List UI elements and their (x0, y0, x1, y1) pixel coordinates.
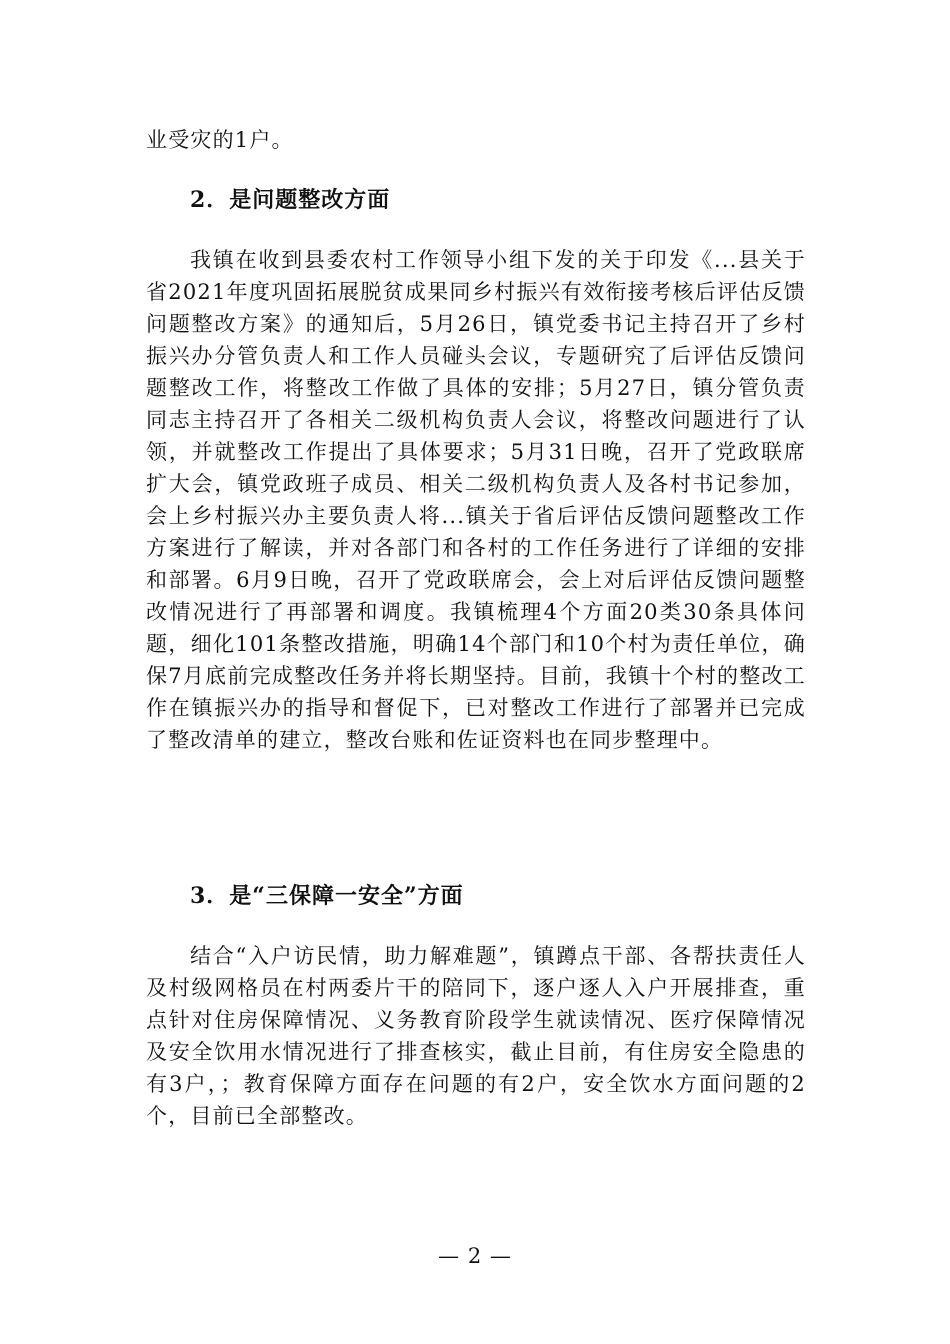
paragraph-rectification: 我镇在收到县委农村工作领导小组下发的关于印发《...县关于省2021年度巩固拓展脱贫成果同乡村振兴有效衔接考核后评估反馈问题整改方案》的通知后，5月26日，镇党委书记主持召开了乡村振兴办分管负责人和工作人员碰头会议，专题研究了后评估反馈问题整改工作，将整改工作做了具体的安排；5月27日，镇分管负责同志主持召开了各相关二级机构负责人会议，将整改问题进行了认领，并就整改工作提出了具体要求；5月31日晚，召开了党政联席扩大会，镇党政班子成员、相关二级机构负责人及各村书记参加，会上乡村振兴办主要负责人将...镇关于省后评估反馈问题整改工作方案进行了解读，并对各部门和各村的工作任务进行了详细的安排和部署。6月9日晚，召开了党政联席会，会上对后评估反馈问题整改情况进行了再部署和调度。我镇梳理4个方面20类30条具体问题，细化101条整改措施，明确14个部门和10个村为责任单位，确保7月底前完成整改任务并将长期坚持。目前，我镇十个村的整改工作在镇振兴办的指导和督促下，已对整改工作进行了部署并已完成了整改清单的建立，整改台账和佐证资料也在同步整理中。 (146, 248, 806, 752)
section-heading-2: 2．是问题整改方面 (190, 187, 391, 213)
section-heading-3: 3．是“三保障一安全”方面 (190, 883, 464, 909)
paragraph-three-guarantees: 结合“入户访民情，助力解难题”，镇蹲点干部、各帮扶责任人及村级网格员在村两委片干的陪同下，逐户逐人入户开展排查，重点针对住房保障情况、义务教育阶段学生就读情况、医疗保障情况及安全饮用水情况进行了排查核实，截止目前，有住房安全隐患的有3户，；教育保障方面存在问题的有2户，安全饮水方面问题的2个，目前已全部整改。 (146, 944, 806, 1128)
paragraph-continuation: 业受灾的1户。 (146, 128, 294, 152)
page-number: — 2 — (438, 1244, 512, 1268)
